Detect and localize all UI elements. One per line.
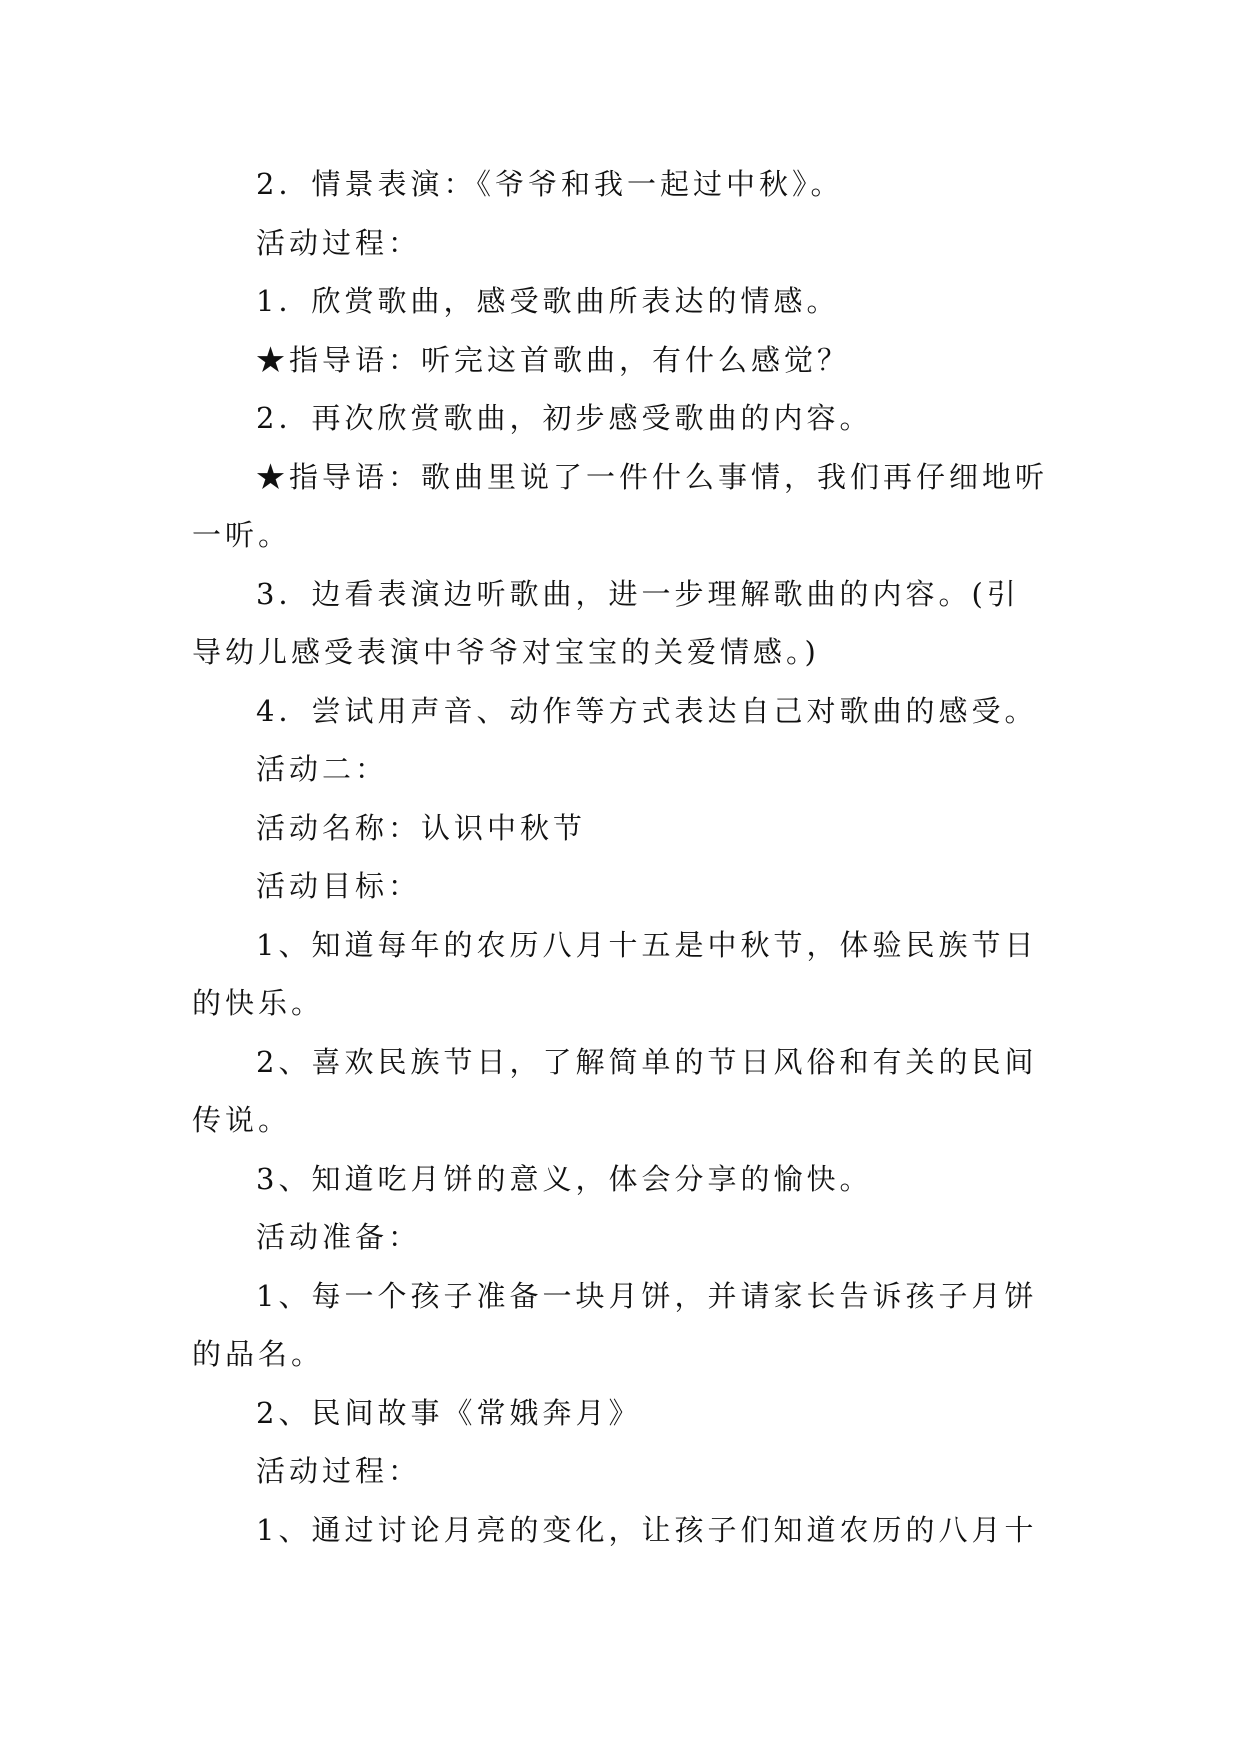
guidance-paragraph: ★指导语：听完这首歌曲，有什么感觉？ [256,342,851,377]
paragraph: 3、知道吃月饼的意义，体会分享的愉快。 [256,1161,873,1196]
paragraph: 1、通过讨论月亮的变化，让孩子们知道农历的八月十 [256,1512,1038,1547]
paragraph: 4．尝试用声音、动作等方式表达自己对歌曲的感受。 [256,693,1038,728]
guidance-paragraph: ★指导语：歌曲里说了一件什么事情，我们再仔细地听一听。 [192,459,1049,552]
paragraph: 3．边看表演边听歌曲，进一步理解歌曲的内容。(引导幼儿感受表演中爷爷对宝宝的关爱情感。) [192,576,1020,669]
activity-name: 活动名称：认识中秋节 [256,810,587,845]
section-heading: 活动过程： [256,225,422,260]
paragraph: 2、民间故事《常娥奔月》 [256,1395,642,1430]
paragraph: 2、喜欢民族节日，了解简单的节日风俗和有关的民间传说。 [192,1044,1038,1137]
section-heading: 活动二： [256,752,389,786]
document-body [192,155,1052,1559]
paragraph: 1．欣赏歌曲，感受歌曲所表达的情感。 [256,284,840,318]
paragraph: 2．情景表演：《爷爷和我一起过中秋》。 [256,167,844,201]
section-heading: 活动过程： [256,1454,422,1488]
paragraph: 1、知道每年的农历八月十五是中秋节，体验民族节日的快乐。 [192,927,1038,1020]
paragraph: 2．再次欣赏歌曲，初步感受歌曲的内容。 [256,401,873,435]
section-heading: 活动准备： [256,1220,422,1254]
section-heading: 活动目标： [256,869,422,903]
paragraph: 1、每一个孩子准备一块月饼，并请家长告诉孩子月饼的品名。 [192,1278,1038,1371]
